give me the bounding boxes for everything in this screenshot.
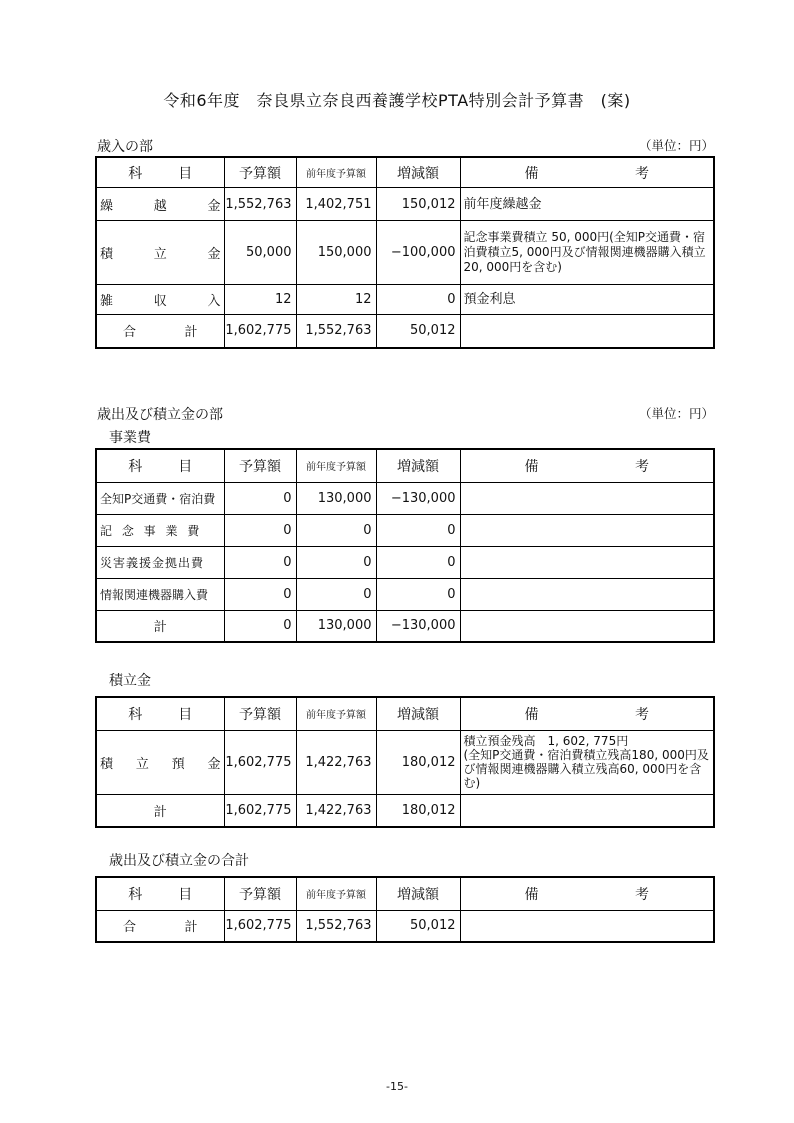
header-biko: 備 考 bbox=[460, 449, 714, 482]
total-label: 計 bbox=[96, 794, 224, 827]
cell-note: 前年度繰越金 bbox=[460, 188, 714, 221]
header-zougen: 増減額 bbox=[376, 877, 460, 910]
cell-note bbox=[460, 910, 714, 942]
total-row bbox=[96, 910, 714, 942]
header-biko: 備 考 bbox=[460, 157, 714, 188]
cell-zougen: 0 bbox=[376, 285, 460, 315]
header-yosan: 予算額 bbox=[224, 449, 296, 482]
header-yosan: 予算額 bbox=[224, 697, 296, 730]
total-row bbox=[96, 610, 714, 642]
cell-note bbox=[460, 794, 714, 827]
cell-zougen: 0 bbox=[376, 546, 460, 578]
cell-zougen: 180,012 bbox=[376, 730, 460, 794]
cell-yosan: 0 bbox=[224, 514, 296, 546]
income-unit: （単位：円） bbox=[638, 138, 714, 153]
total-label: 計 bbox=[96, 610, 224, 642]
reserve-heading: 積立金 bbox=[109, 673, 151, 689]
cell-yosan: 12 bbox=[224, 285, 296, 315]
cell-yosan: 1,602,775 bbox=[224, 910, 296, 942]
cell-zougen: 0 bbox=[376, 514, 460, 546]
table-row bbox=[96, 730, 714, 794]
cell-zennendo: 130,000 bbox=[296, 610, 376, 642]
table-row bbox=[96, 188, 714, 221]
table-row bbox=[96, 546, 714, 578]
cell-yosan: 50,000 bbox=[224, 221, 296, 285]
cell-yosan: 0 bbox=[224, 578, 296, 610]
cell-note bbox=[460, 482, 714, 514]
cell-zennendo: 0 bbox=[296, 546, 376, 578]
cell-yosan: 0 bbox=[224, 546, 296, 578]
header-zennendo: 前年度予算額 bbox=[296, 697, 376, 730]
table-row bbox=[96, 482, 714, 514]
table-row bbox=[96, 285, 714, 315]
cell-zougen: 0 bbox=[376, 578, 460, 610]
header-zougen: 増減額 bbox=[376, 449, 460, 482]
cell-zennendo: 0 bbox=[296, 578, 376, 610]
header-kamoku: 科 目 bbox=[96, 697, 224, 730]
row-label: 積 立 金 bbox=[96, 221, 224, 285]
cell-note: 記念事業費積立 50, 000円(全知P交通費・宿泊費積立5, 000円及び情報関連機器購入積立20, 000円を含む) bbox=[460, 221, 714, 285]
cell-yosan: 1,552,763 bbox=[224, 188, 296, 221]
header-yosan: 予算額 bbox=[224, 877, 296, 910]
grand-header-row bbox=[96, 877, 714, 910]
expense-heading: 歳出及び積立金の部 bbox=[97, 407, 223, 423]
cell-zougen: −130,000 bbox=[376, 482, 460, 514]
total-row bbox=[96, 794, 714, 827]
cell-zougen: 50,012 bbox=[376, 910, 460, 942]
cell-note bbox=[460, 610, 714, 642]
cell-zennendo: 0 bbox=[296, 514, 376, 546]
cell-zennendo: 150,000 bbox=[296, 221, 376, 285]
row-label: 積 立 預 金 bbox=[96, 730, 224, 794]
row-label: 繰 越 金 bbox=[96, 188, 224, 221]
expense-header-row bbox=[96, 449, 714, 482]
header-biko: 備 考 bbox=[460, 697, 714, 730]
row-label: 全知P交通費・宿泊費 bbox=[96, 482, 224, 514]
income-table bbox=[95, 156, 715, 349]
cell-zennendo: 1,422,763 bbox=[296, 730, 376, 794]
cell-zennendo: 1,402,751 bbox=[296, 188, 376, 221]
cell-zougen: 50,012 bbox=[376, 315, 460, 348]
table-row bbox=[96, 514, 714, 546]
cell-zennendo: 1,422,763 bbox=[296, 794, 376, 827]
header-zougen: 増減額 bbox=[376, 157, 460, 188]
cell-zennendo: 130,000 bbox=[296, 482, 376, 514]
cell-note bbox=[460, 315, 714, 348]
header-zennendo: 前年度予算額 bbox=[296, 449, 376, 482]
cell-note: 預金利息 bbox=[460, 285, 714, 315]
grand-total-heading: 歳出及び積立金の合計 bbox=[109, 853, 249, 869]
income-heading: 歳入の部 bbox=[97, 139, 153, 155]
cell-note bbox=[460, 546, 714, 578]
grand-total-table bbox=[95, 876, 715, 943]
row-label: 災害義援金拠出費 bbox=[96, 546, 224, 578]
cell-zougen: −130,000 bbox=[376, 610, 460, 642]
cell-yosan: 1,602,775 bbox=[224, 315, 296, 348]
cell-zougen: −100,000 bbox=[376, 221, 460, 285]
table-row bbox=[96, 221, 714, 285]
cell-zougen: 180,012 bbox=[376, 794, 460, 827]
header-kamoku: 科 目 bbox=[96, 449, 224, 482]
total-row bbox=[96, 315, 714, 348]
document-title: 令和6年度 奈良県立奈良西養護学校PTA特別会計予算書 (案) bbox=[163, 91, 631, 110]
cell-yosan: 0 bbox=[224, 482, 296, 514]
cell-zennendo: 12 bbox=[296, 285, 376, 315]
table-row bbox=[96, 578, 714, 610]
header-kamoku: 科 目 bbox=[96, 877, 224, 910]
cell-zennendo: 1,552,763 bbox=[296, 910, 376, 942]
header-biko: 備 考 bbox=[460, 877, 714, 910]
total-label: 合 計 bbox=[96, 910, 224, 942]
cell-zennendo: 1,552,763 bbox=[296, 315, 376, 348]
header-zennendo: 前年度予算額 bbox=[296, 877, 376, 910]
page-number: -15- bbox=[386, 1080, 408, 1093]
reserve-header-row bbox=[96, 697, 714, 730]
header-kamoku: 科 目 bbox=[96, 157, 224, 188]
income-header-row bbox=[96, 157, 714, 188]
cell-yosan: 1,602,775 bbox=[224, 794, 296, 827]
cell-note: 積立預金残高 1, 602, 775円 (全知P交通費・宿泊費積立残高180, 000円及び情報関連機器購入積立残高60, 000円を含む) bbox=[460, 730, 714, 794]
reserve-table bbox=[95, 696, 715, 828]
header-yosan: 予算額 bbox=[224, 157, 296, 188]
expense-table bbox=[95, 448, 715, 643]
cell-zougen: 150,012 bbox=[376, 188, 460, 221]
header-zennendo: 前年度予算額 bbox=[296, 157, 376, 188]
cell-note bbox=[460, 514, 714, 546]
total-label: 合 計 bbox=[96, 315, 224, 348]
cell-yosan: 1,602,775 bbox=[224, 730, 296, 794]
row-label: 記 念 事 業 費 bbox=[96, 514, 224, 546]
expense-subheading: 事業費 bbox=[109, 430, 151, 446]
row-label: 雑 収 入 bbox=[96, 285, 224, 315]
cell-yosan: 0 bbox=[224, 610, 296, 642]
header-zougen: 増減額 bbox=[376, 697, 460, 730]
cell-note bbox=[460, 578, 714, 610]
expense-unit: （単位：円） bbox=[638, 406, 714, 421]
row-label: 情報関連機器購入費 bbox=[96, 578, 224, 610]
